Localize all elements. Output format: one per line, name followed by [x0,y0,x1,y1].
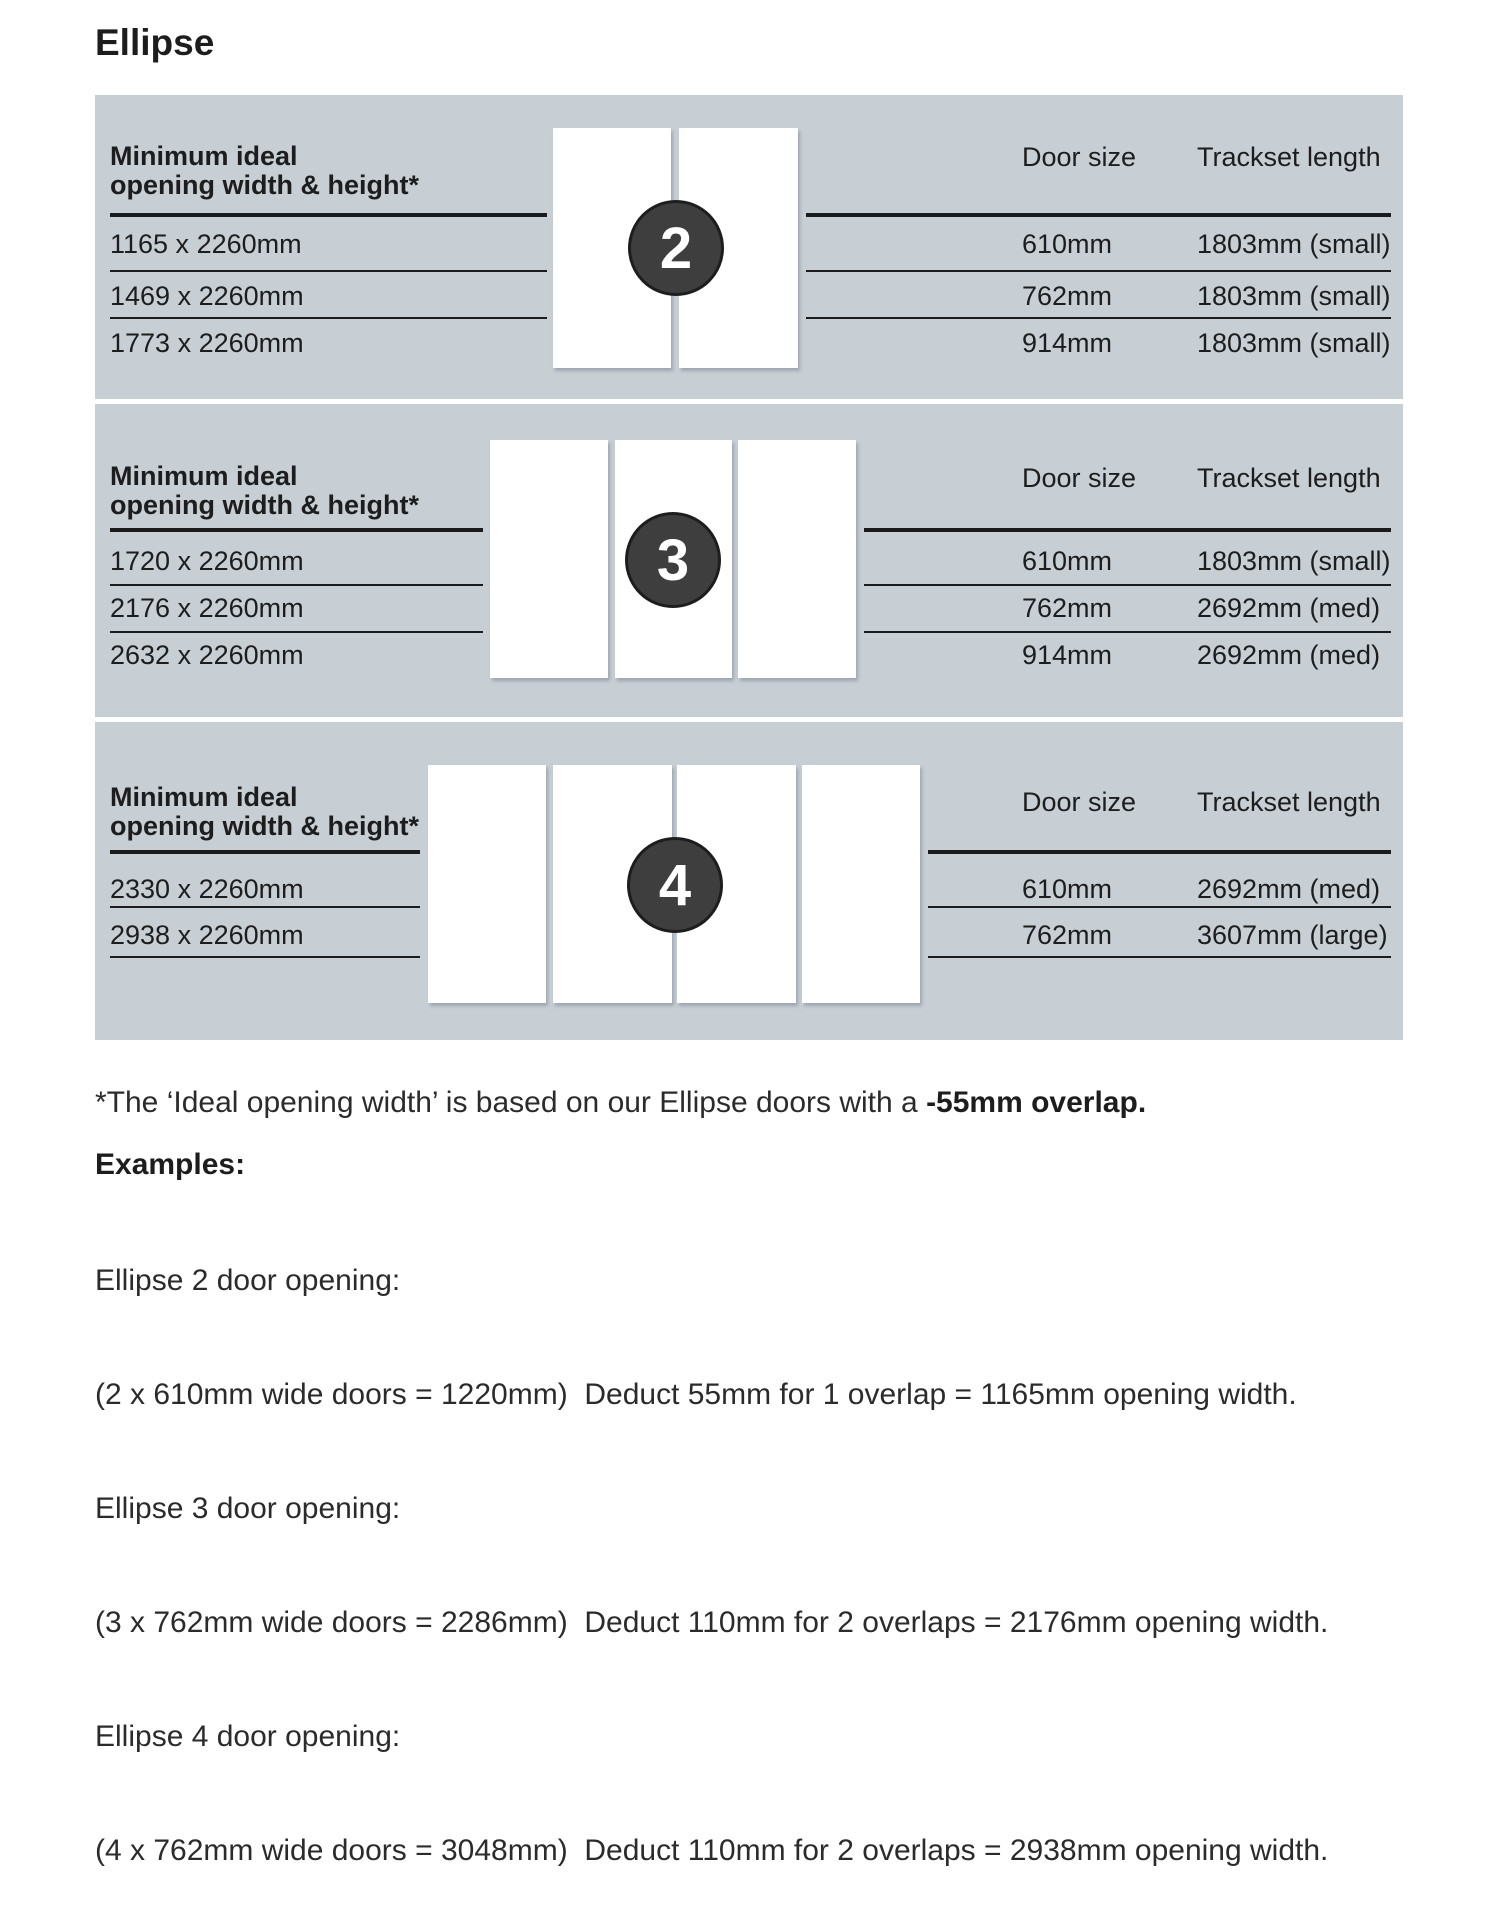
header-underline [806,213,1391,217]
left-header-line2: opening width & height* [110,490,419,520]
door-size-cell: 762mm [1022,281,1113,311]
left-header-line2: opening width & height* [110,811,419,841]
section-separator [95,717,1403,722]
example-line: Ellipse 4 door opening: [95,1720,401,1753]
header-underline [110,528,483,532]
examples-heading: Examples: [95,1148,246,1181]
door-count-badge: 4 [627,837,723,933]
divider-line [806,270,1391,272]
door-size-header: Door size [1022,463,1137,493]
door-size-header: Door size [1022,142,1137,172]
door-count-badge: 3 [625,512,721,608]
example-line: (2 x 610mm wide doors = 1220mm) Deduct 55mm for 1 overlap = 1165mm opening width. [95,1378,1297,1411]
left-header [110,783,419,841]
trackset-length-header: Trackset length [1197,463,1381,493]
page-title: Ellipse [95,22,215,63]
door-size-cell: 610mm [1022,229,1113,259]
door-size-cell: 914mm [1022,640,1113,670]
door-panel [738,440,856,678]
opening-size-cell: 2938 x 2260mm [110,920,304,950]
door-panel [802,765,920,1003]
divider-line [110,270,547,272]
section-separator [95,399,1403,404]
left-header-line1: Minimum ideal [110,782,298,812]
header-underline [864,528,1391,532]
divider-line [928,906,1391,908]
header-underline [110,850,420,854]
divider-line [110,317,547,319]
trackset-cell: 1803mm (small) [1197,328,1391,358]
door-size-cell: 762mm [1022,593,1113,623]
examples-list [95,1186,1328,1908]
example-line: Ellipse 2 door opening: [95,1264,401,1297]
footnote-bold: -55mm overlap. [926,1086,1147,1119]
opening-size-cell: 1720 x 2260mm [110,546,304,576]
divider-line [864,631,1391,633]
door-size-cell: 610mm [1022,546,1113,576]
door-size-cell: 610mm [1022,874,1113,904]
left-header [110,462,419,520]
divider-line [928,956,1391,958]
door-panel [490,440,608,678]
opening-size-cell: 2176 x 2260mm [110,593,304,623]
opening-size-cell: 2632 x 2260mm [110,640,304,670]
door-size-cell: 914mm [1022,328,1113,358]
left-header-line1: Minimum ideal [110,141,298,171]
trackset-cell: 2692mm (med) [1197,640,1381,670]
divider-line [110,631,483,633]
opening-size-cell: 2330 x 2260mm [110,874,304,904]
opening-size-cell: 1165 x 2260mm [110,229,302,259]
header-underline [110,213,547,217]
divider-line [110,584,483,586]
example-line: (3 x 762mm wide doors = 2286mm) Deduct 110mm for 2 overlaps = 2176mm opening width. [95,1606,1329,1639]
door-panel [428,765,546,1003]
divider-line [806,317,1391,319]
trackset-length-header: Trackset length [1197,142,1381,172]
divider-line [110,956,420,958]
example-line: (4 x 762mm wide doors = 3048mm) Deduct 110mm for 2 overlaps = 2938mm opening width. [95,1834,1329,1867]
door-size-cell: 762mm [1022,920,1113,950]
left-header [110,142,419,200]
trackset-cell: 1803mm (small) [1197,281,1391,311]
opening-size-cell: 1773 x 2260mm [110,328,304,358]
door-size-header: Door size [1022,787,1137,817]
divider-line [864,584,1391,586]
footnote-text: *The ‘Ideal opening width’ is based on our Ellipse doors with a [95,1086,927,1119]
trackset-cell: 1803mm (small) [1197,546,1391,576]
opening-size-cell: 1469 x 2260mm [110,281,304,311]
left-header-line2: opening width & height* [110,170,419,200]
example-line: Ellipse 3 door opening: [95,1492,401,1525]
door-count-badge: 2 [628,200,724,296]
trackset-cell: 1803mm (small) [1197,229,1391,259]
spec-panel [95,95,1403,1040]
trackset-cell: 3607mm (large) [1197,920,1388,950]
trackset-length-header: Trackset length [1197,787,1381,817]
left-header-line1: Minimum ideal [110,461,298,491]
footnote [95,1086,1146,1120]
trackset-cell: 2692mm (med) [1197,874,1381,904]
divider-line [110,906,420,908]
header-underline [928,850,1391,854]
trackset-cell: 2692mm (med) [1197,593,1381,623]
